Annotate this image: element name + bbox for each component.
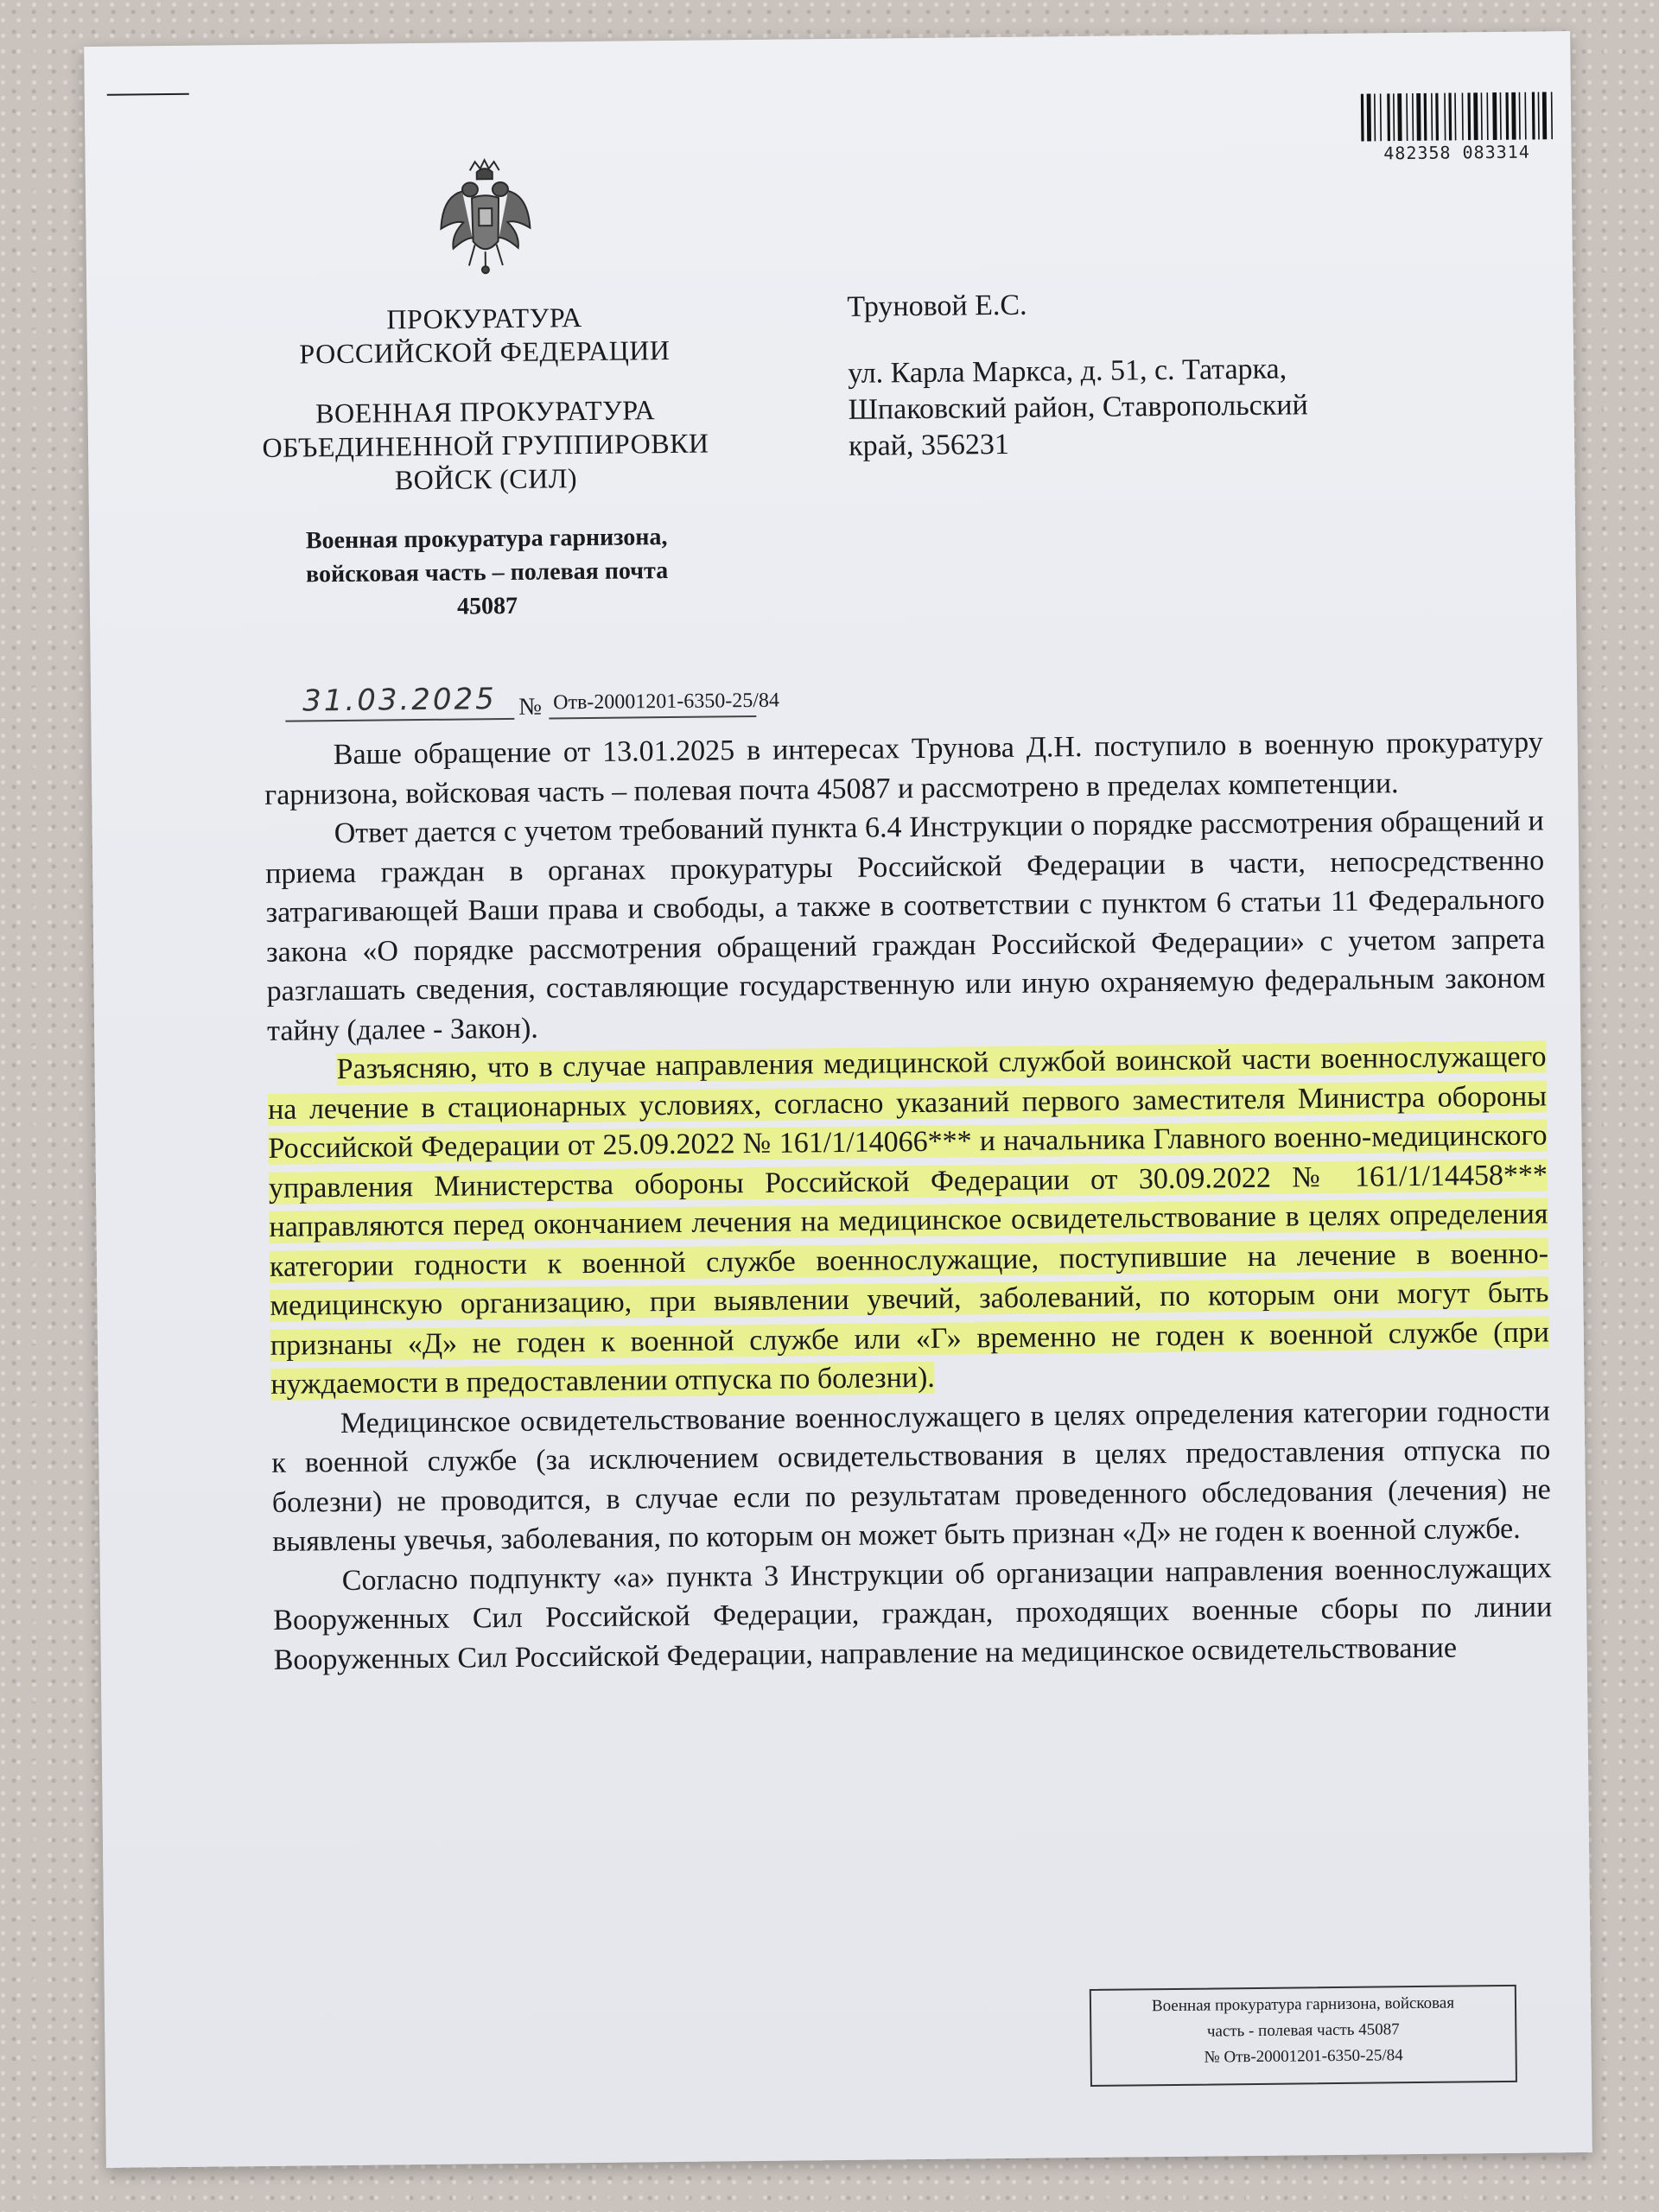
barcode-bar (1397, 93, 1402, 141)
sender-block (246, 299, 725, 626)
barcode-bar (1416, 93, 1421, 141)
barcode-bar (1524, 92, 1526, 140)
barcode-bar (1481, 92, 1483, 140)
barcode-bar (1424, 93, 1427, 141)
barcode-bar (1367, 93, 1371, 141)
barcode-bar (1486, 92, 1488, 140)
barcode-bar (1412, 93, 1414, 141)
addressee-address-line: Шпаковский район, Ставропольский (848, 389, 1308, 426)
addressee-address-line: край, 356231 (848, 428, 1010, 462)
barcode-bar (1551, 92, 1553, 139)
sender-bold-line: Военная прокуратура гарнизона, (305, 524, 668, 555)
barcode-bar (1462, 92, 1464, 140)
letter-body (264, 722, 1553, 1679)
registration-stamp (1090, 1985, 1517, 2087)
handwritten-date: 31.03.2025 (302, 682, 498, 719)
stamp-line: Военная прокуратура гарнизона, войсковая (1151, 1993, 1455, 2016)
barcode-bar (1492, 92, 1497, 140)
number-underline (549, 715, 756, 720)
sender-line: ВОЕННАЯ ПРОКУРАТУРА (315, 394, 656, 429)
barcode (1359, 92, 1554, 163)
barcode-bar (1374, 93, 1376, 141)
fold-mark (107, 93, 189, 96)
barcode-bars (1359, 92, 1554, 141)
barcode-bar (1380, 93, 1382, 141)
sender-line: ПРОКУРАТУРА (386, 302, 582, 335)
reference-line (285, 678, 821, 725)
outgoing-number: Отв-20001201-6350-25/84 (553, 689, 780, 715)
barcode-bar (1444, 93, 1446, 141)
letter-page (84, 31, 1592, 2168)
barcode-bar (1467, 92, 1471, 140)
date-underline (285, 718, 514, 722)
barcode-number: 482358 083314 (1383, 141, 1530, 164)
barcode-bar (1406, 93, 1408, 141)
sender-bold-line: 45087 (456, 592, 518, 620)
barcode-bar (1393, 93, 1395, 141)
addressee-address-line: ул. Карла Маркса, д. 51, с. Татарка, (848, 353, 1287, 390)
sender-line: РОССИЙСКОЙ ФЕДЕРАЦИИ (299, 334, 671, 370)
russian-coat-of-arms-icon (435, 155, 536, 276)
barcode-bar (1542, 92, 1547, 139)
addressee-name: Труновой Е.С. (847, 289, 1027, 323)
addressee-block (847, 283, 1453, 465)
barcode-bar (1532, 92, 1535, 139)
barcode-bar (1511, 92, 1516, 140)
sender-line: ОБЪЕДИНЕННОЙ ГРУППИРОВКИ (262, 427, 709, 463)
barcode-bar (1448, 93, 1452, 141)
sender-line: ВОЙСК (СИЛ) (394, 462, 578, 496)
barcode-bar (1435, 93, 1439, 141)
barcode-bar (1538, 92, 1540, 139)
paragraph: Согласно подпункту «а» пункта 3 Инструкции об организации направления военнослужащих Вооруженных Сил Российской Федерации, граждан, проходящих военные сборы по линии Вооруженных Сил Российской Федерации, направление на медицинское освидетельствование (273, 1551, 1553, 1676)
paragraph: Ваше обращение от 13.01.2025 в интересах Трунова Д.Н. поступило в военную прокуратуру гарнизона, войсковая часть – полевая почта 45087 и рассмотрено в пределах компетенции. (264, 726, 1543, 811)
barcode-bar (1500, 92, 1502, 140)
sender-bold-line: войсковая часть – полевая почта (305, 557, 669, 588)
paragraph: Ответ дается с учетом требований пункта 6.4 Инструкции о порядке рассмотрения обращений и приема граждан в органах прокуратуры Российской Федерации в части, непосредственно затрагивающей Ваши права и свободы, а также в соответствии с пунктом 6 статьи 11 Федерального закона «О порядке рассмотрения обращений граждан Российской Федерации» с учетом запрета разглашать сведения, составляющие государственную или иную охраняемую федеральным законом тайну (далее - Закон). (265, 804, 1546, 1047)
paragraph: Медицинское освидетельствование военнослужащего в целях определения категории годности к военной службе (за исключением освидетельствования в целях предоставления отпуска по болезни) не проводится, в случае если по результатам проведенного обследования (лечения) не выявлены увечья, заболевания, по которым он может быть признан «Д» не годен к военной службе. (271, 1394, 1551, 1558)
barcode-bar (1505, 92, 1509, 140)
barcode-bar (1431, 93, 1433, 141)
number-sign: № (518, 693, 543, 721)
stamp-line: часть - полевая часть 45087 (1206, 2020, 1400, 2041)
highlighted-paragraph (267, 1037, 1549, 1404)
barcode-bar (1361, 94, 1364, 142)
barcode-bar (1387, 93, 1390, 141)
barcode-bar (1473, 92, 1478, 140)
barcode-bar (1519, 92, 1521, 140)
highlighted-text: Разъясняю, что в случае направления медицинской службой воинской части военнослужащего на лечение в стационарных условиях, согласно указаний первого заместителя Министра обороны Российской Федерации от 25.09.2022 № 161/1/14066*** и начальника Главного военно-медицинского управления Министерства обороны Российской Федерации от 30.09.2022 № 161/1/14458*** направляются перед окончанием лечения на медицинское освидетельствование в целях определения категории годности к военной службе военнослужащие, поступившие на лечение в военно-медицинскую организацию, при выявлении увечий, заболеваний, по которым они могут быть признаны «Д» не годен к военной службе или «Г» временно не годен к военной службе (при нуждаемости в предоставлении отпуска по болезни). (267, 1040, 1550, 1401)
barcode-bar (1454, 92, 1456, 140)
stamp-line: № Отв-20001201-6350-25/84 (1204, 2046, 1403, 2067)
